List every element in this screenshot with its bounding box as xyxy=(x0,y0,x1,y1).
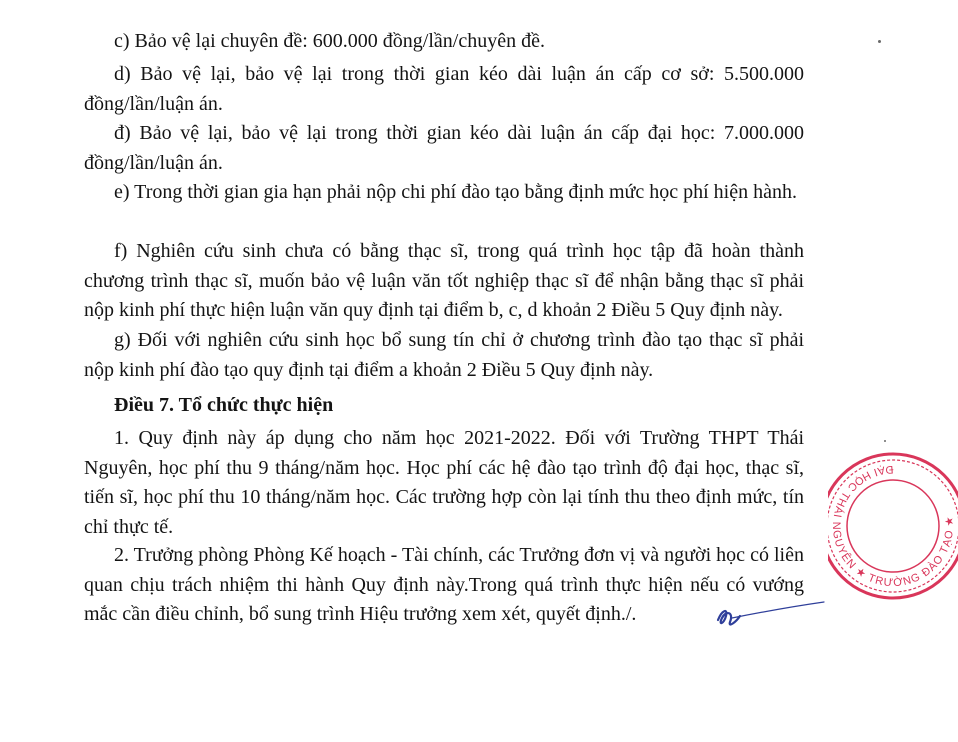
paragraph-e-extension: e) Trong thời gian gia hạn phải nộp chi phí đào tạo bằng định mức học phí hiện hành. xyxy=(114,181,797,203)
article-7-heading: Điều 7. Tổ chức thực hiện xyxy=(114,394,334,416)
signature-mark xyxy=(712,598,832,634)
paragraph-g-supplementary: g) Đối với nghiên cứu sinh học bổ sung tín chỉ ở chương trình đào tạo thạc sĩ phải nộp kinh phí đào tạo quy định tại điểm a khoản 2 Điều 5 Quy định này. xyxy=(84,329,804,381)
scan-speck xyxy=(884,440,886,442)
article-7-clause-2: 2. Trưởng phòng Phòng Kế hoạch - Tài chính, các Trưởng đơn vị và người học có liên quan chịu trách nhiệm thi hành Quy định này.Trong quá trình thực hiện nếu có vướng mắc cần điều chỉnh, bổ sung trình Hiệu trưởng xem xét, quyết định./. xyxy=(84,544,804,625)
official-seal xyxy=(828,452,958,602)
scan-speck xyxy=(878,40,881,43)
paragraph-c-defense: c) Bảo vệ lại chuyên đề: 600.000 đồng/lần/chuyên đề. xyxy=(114,30,545,52)
paragraph-f-no-masters: f) Nghiên cứu sinh chưa có bằng thạc sĩ, trong quá trình học tập đã hoàn thành chương trình thạc sĩ, muốn bảo vệ luận văn tốt nghiệp thạc sĩ để nhận bằng thạc sĩ phải nộp kinh phí thực hiện luận văn quy định tại điểm b, c, d khoản 2 Điều 5 Quy định này. xyxy=(84,240,804,321)
seal-text: ĐẠI HỌC THÁI NGUYÊN ★ TRƯỜNG ĐÀO TẠO ★ xyxy=(829,462,957,590)
paragraph-dd-university-defense: đ) Bảo vệ lại, bảo vệ lại trong thời gian kéo dài luận án cấp đại học: 7.000.000 đồng/lần/luận án. xyxy=(84,122,804,174)
paragraph-d-base-defense: d) Bảo vệ lại, bảo vệ lại trong thời gian kéo dài luận án cấp cơ sở: 5.500.000 đồng/lần/luận án. xyxy=(84,63,804,115)
article-7-clause-1: 1. Quy định này áp dụng cho năm học 2021-2022. Đối với Trường THPT Thái Nguyên, học phí thu 9 tháng/năm học. Học phí các hệ đào tạo trình độ đại học, thạc sĩ, tiến sĩ, học phí thu 10 tháng/năm học. Các trường hợp còn lại tính thu theo định mức, tín chỉ thực tế. xyxy=(84,427,804,538)
